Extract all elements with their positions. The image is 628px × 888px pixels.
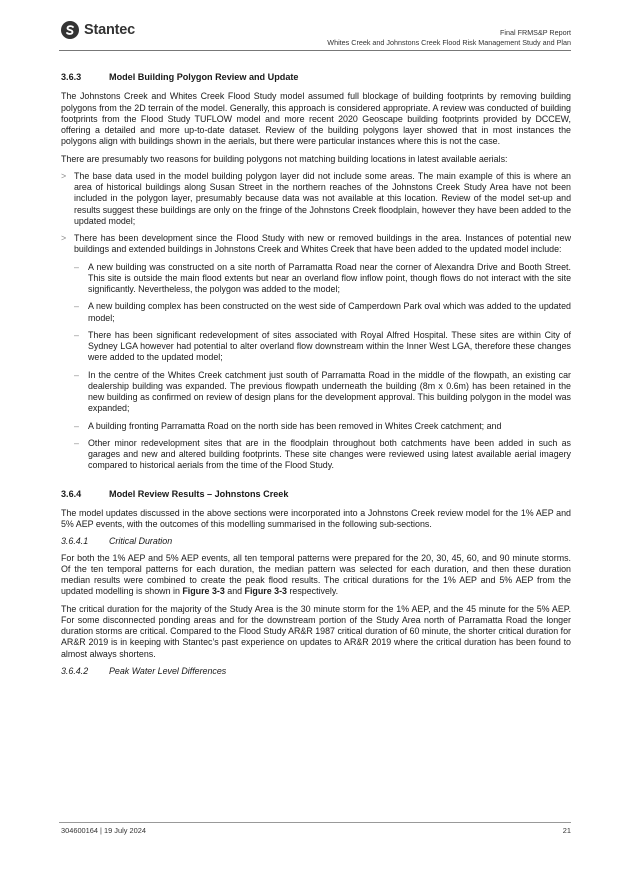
paragraph [61, 553, 571, 598]
report-subtitle: Whites Creek and Johnstons Creek Flood Risk Management Study and Plan [327, 37, 571, 47]
dash-marker: – [74, 437, 79, 448]
figure-reference[interactable]: Figure 3-3 [182, 586, 225, 597]
paragraph-text: respectively. [286, 586, 339, 597]
section-heading-3-6-3 [61, 72, 571, 83]
sub-bullet-text: A building fronting Parramatta Road on the north side has been removed in Whites Creek catchment; and [88, 420, 502, 431]
paragraph: The model updates discussed in the above sections were incorporated into a Johnstons Creek review model for the 1% AEP and 5% AEP events, with the outcomes of this modelling summarised in the following sub-sections. [61, 507, 571, 529]
paragraph-text: For both the 1% AEP and 5% AEP events, all ten temporal patterns were prepared for the 20, 30, 45, 60, and 90 minute storms. Of the ten temporal patterns for each duration, the median pattern was selected for each duration, and then these duration median results were combined to create the peak flood results. The critical durations for the 1% AEP and 5% AEP from the updated modelling is shown in [61, 552, 571, 597]
dash-marker: – [74, 420, 79, 431]
header-titles [327, 28, 571, 47]
dash-marker: – [74, 301, 79, 312]
sub-bullet-text: There has been significant redevelopment of sites associated with Royal Alfred Hospital. These sites are within City of Sydney LGA however had potential to alter overland flow downstream within the Inner West LGA, therefore these changes were added to the updated model; [88, 329, 571, 363]
sub-bullet-text: Other minor redevelopment sites that are in the floodplain throughout both catchments have been added in such as garages and new and altered building footprints. These site changes were reviewed using latest available aerial imagery compared to historical aerials from the time of the Flood Study. [88, 437, 571, 471]
bullet-item [61, 233, 571, 256]
paragraph: There are presumably two reasons for building polygons not matching building locations in latest available aerials: [61, 153, 508, 164]
subsection-number: 3.6.4.1 [61, 536, 89, 547]
section-number: 3.6.4 [61, 488, 82, 499]
bullet-marker: > [61, 233, 67, 243]
brand-name: Stantec [84, 22, 135, 38]
paragraph: The Johnstons Creek and Whites Creek Flood Study model assumed full blockage of building footprints by removing building polygons from the 2D terrain of the model. Generally, this approach is considered appropriate. A review was conducted of building footprints from the Flood Study TUFLOW model and more recent 2020 Geoscape building footprints provided by DCCEW, offering a detailed and more up-to-date dataset. Review of the building polygons layer showed that in most instances the polygons align with buildings shown in the aerials, but there were particular instances where this is not the case. [61, 91, 571, 147]
sub-bullet-text: In the centre of the Whites Creek catchment just south of Parramatta Road in the middle of the flowpath, an existing car dealership building was expanded. The previous flowpath underneath the building (8m x 0.6m) has been retained in the new building as confirmed on review of design plans for the development approval. This building polygon in the model was expanded; [88, 369, 571, 414]
figure-reference[interactable]: Figure 3-3 [244, 586, 287, 597]
bullet-text: The base data used in the model building polygon layer did not include some areas. The main example of this is where an area of historical buildings along Susan Street in the northern reaches of the Johnstons Creek Study Area have not been included in the polygon layer, presumably because data was not available at this location. Review of the model set-up and results suggest these buildings are only on the fringe of the Johnstons Creek floodplain, however they have been added to the updated model; [74, 170, 571, 226]
page-number: 21 [562, 826, 571, 835]
subsection-title: Peak Water Level Differences [109, 665, 227, 676]
subsection-title: Critical Duration [109, 536, 173, 547]
stantec-logo [61, 21, 135, 39]
sub-bullet-item [74, 438, 571, 472]
sub-bullet-item [74, 421, 571, 432]
sub-bullet-item [74, 330, 571, 364]
footer-divider [59, 822, 571, 823]
document-reference: 304600164 | 19 July 2024 [61, 826, 146, 835]
bullet-text: There has been development since the Flood Study with new or removed buildings in the area. Instances of potential new buildings and extended buildings in Johnstons Creek and Whites Creek that have been added to the updated model include: [74, 233, 571, 255]
paragraph: The critical duration for the majority of the Study Area is the 30 minute storm for the 1% AEP, and the 45 minute for the 5% AEP. For some disconnected ponding areas and for the downstream portion of the Study Area north of Parramatta Road the longer duration storms are critical. Compared to the Flood Study AR&R 1987 critical duration of 60 minute, the shorter critical duration for AR&R 2019 is in keeping with Stantec’s past experience on updates to AR&R 2019 where the critical duration has been found to almost always shortens. [61, 603, 571, 659]
report-title: Final FRMS&P Report [500, 28, 571, 37]
paragraph-text: and [224, 586, 245, 597]
sub-bullet-text: A new building was constructed on a site north of Parramatta Road near the corner of Alexandra Drive and Booth Street. This site is outside the main flood extents but near an overland flow inflow point, though flows do not interact with the site significantly. Nevertheless, the polygon was added to the model; [88, 261, 571, 294]
section-title: Model Review Results – Johnstons Creek [109, 488, 289, 499]
stantec-logo-icon [61, 21, 79, 39]
section-number: 3.6.3 [61, 72, 82, 82]
subsection-heading-3-6-4-1 [61, 536, 571, 547]
section-heading-3-6-4 [61, 489, 571, 500]
sub-bullet-text: A new building complex has been constructed on the west side of Camperdown Park oval which was added to the updated model; [88, 301, 571, 323]
sub-bullet-item [74, 370, 571, 415]
bullet-marker: > [61, 170, 67, 181]
page-content [61, 72, 571, 682]
header-divider [59, 50, 571, 51]
section-title: Model Building Polygon Review and Update [109, 72, 299, 82]
dash-marker: – [74, 329, 79, 340]
bullet-item [61, 171, 571, 227]
sub-bullet-item [74, 262, 571, 296]
subsection-heading-3-6-4-2 [61, 666, 571, 677]
subsection-number: 3.6.4.2 [61, 665, 89, 676]
dash-marker: – [74, 369, 79, 380]
sub-bullet-item [74, 301, 571, 324]
dash-marker: – [74, 261, 79, 272]
